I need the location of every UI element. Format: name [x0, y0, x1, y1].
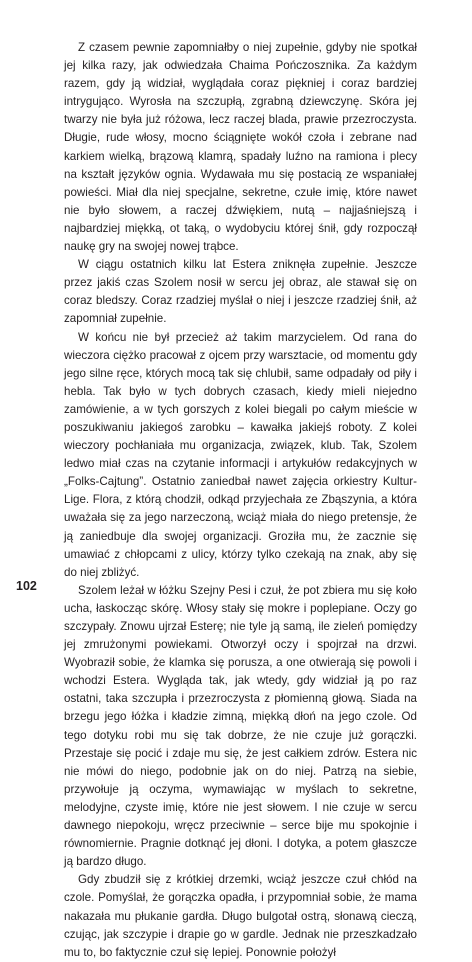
- paragraph-5: Gdy zbudził się z krótkiej drzemki, wciąż jeszcze czuł chłód na czole. Pomyślał, że gorączka opadła, i przypomniał sobie, że mama nakazała mu płukanie gardła. Długo bulgotał ostrą, słonawą cieczą, czując, jak szczypie i drapie go w gardle. Jednak nie przeszkadzało mu to, bo faktycznie czuł się lepiej. Ponownie położył: [64, 873, 417, 959]
- body-text: [64, 39, 417, 962]
- paragraph-1: Z czasem pewnie zapomniałby o niej zupełnie, gdyby nie spotkał jej kilka razy, jak odwiedzała Chaima Pończosznika. Za każdym razem, gdy ją widział, wyglądała coraz piękniej i coraz bardziej intrygująco. Wyrosła na szczupłą, zgrabną dziewczynę. Skóra jej twarzy nie była już różowa, lecz raczej blada, prawie przezroczysta. Długie, rude włosy, mocno ściągnięte wokół czoła i zebrane nad karkiem wielką, brązową klamrą, spadały luźno na ramiona i plecy na kształt języków ognia. Wydawała mu się postacią ze wspaniałej powieści. Miał dla niej specjalne, sekretne, czułe imię, które nawet nie było słowem, a raczej dźwiękiem, nutą – najjaśniejszą i najbardziej miękką, ot taką, o wydobyciu której śnił, gdy rozpoczął naukę gry na swojej nowej trąbce.: [64, 41, 417, 254]
- paragraph-4: Szolem leżał w łóżku Szejny Pesi i czuł, że pot zbiera mu się koło ucha, łaskocząc skórę. Włosy stały się mokre i poplepiane. Oczy go szczypały. Znowu ujrzał Esterę; nie tyle ją samą, ile zieleń pomiędzy jej zmrużonymi powiekami. Otworzył oczy i spojrzał na drzwi. Wyobraził sobie, że klamka się porusza, a one otwierają się powoli i wchodzi Estera. Wygląda tak, jak wtedy, gdy widział ją po raz ostatni, taka szczupła i przezroczysta z płomienną głową. Siada na brzegu jego łóżka i kładzie zimną, miękką dłoń na jego czole. Od tego dotyku robi mu się tak dobrze, że nie czuje już gorączki. Przestaje się pocić i zdaje mu się, że jest całkiem zdrów. Estera nic nie mówi do niego, podobnie jak on do niej. Patrzą na siebie, przywołuje ją oczyma, wymawiając w myślach to sekretne, melodyjne, czyste imię, które nie jest słowem. I nie czuje w sercu dawnego niepokoju, wręcz przeciwnie – serce bije mu spokojnie i równomiernie. Pragnie dotknąć jej dłoni. I dotyka, a potem głaszcze ją bardzo długo.: [64, 583, 417, 869]
- page-number: 102: [16, 579, 37, 593]
- paragraph-2: W ciągu ostatnich kilku lat Estera zniknęła zupełnie. Jeszcze przez jakiś czas Szolem nosił w sercu jej obraz, ale stawał się on coraz bledszy. Coraz rzadziej myślał o niej i jeszcze rzadziej śnił, aż zapomniał zupełnie.: [64, 258, 417, 326]
- paragraph-3: W końcu nie był przecież aż takim marzycielem. Od rana do wieczora ciężko pracował z ojcem przy warsztacie, od momentu gdy jego silne ręce, których mocą tak się chlubił, same odpadały od piły i hebla. Tak było w tych dobrych czasach, kiedy mieli niejedno zamówienie, a w tych gorszych z kolei biegali po całym mieście w poszukiwaniu jakiegoś zarobku – kawałka jakiejś roboty. Z kolei wieczory pochłaniała mu organizacja, związek, klub. Tak, Szolem ledwo miał czas na czytanie informacji i artykułów redakcyjnych w „Folks-Cajtung”. Ostatnio zaniedbał nawet zajęcia orkiestry Kultur-Lige. Flora, z którą chodził, odkąd przyjechała ze Zbąszynia, a która uważała się za jego narzeczoną, wciąż miała do niego pretensje, że ją zaniedbuje dla swojej organizacji. Groziła mu, że zacznie się umawiać z chłopcami z ulicy, którzy tylko czekają na znak, aby się do niej zbliżyć.: [64, 330, 417, 579]
